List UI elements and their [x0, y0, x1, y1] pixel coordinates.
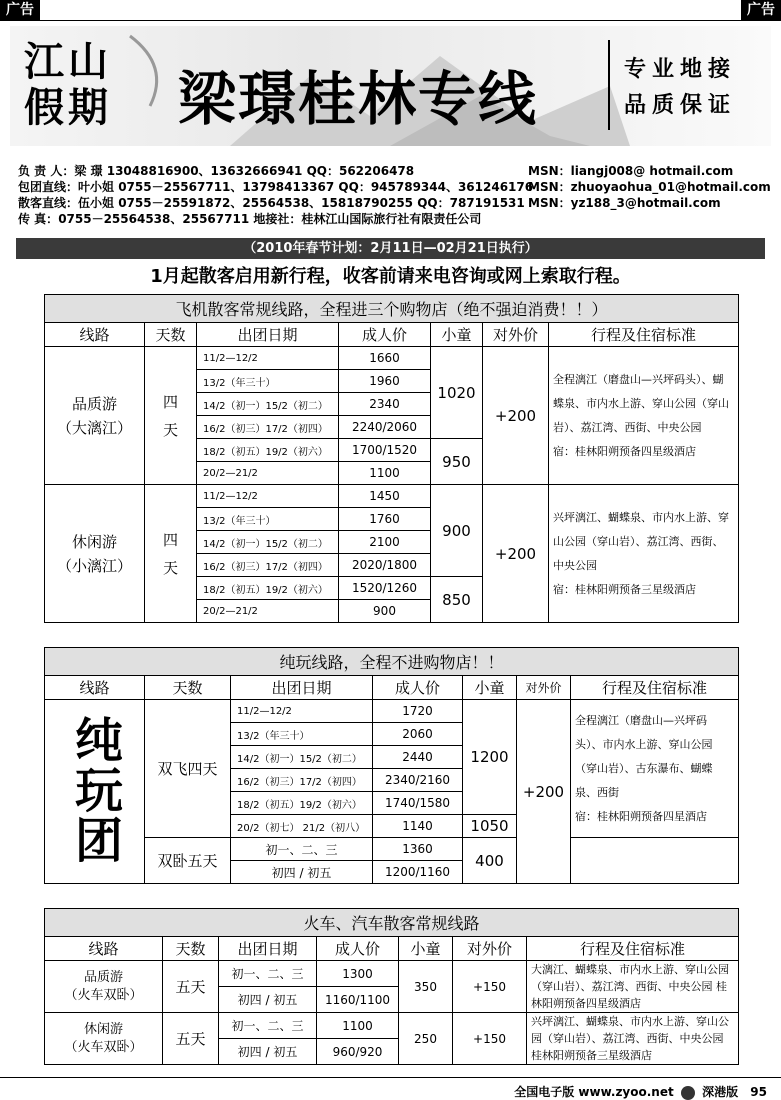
ad-label-right: 广告: [741, 0, 781, 20]
itinerary: 全程漓江（磨盘山—兴坪码头）、蝴蝶泉、市内水上游、穿山公园（穿山岩）、荔江湾、西街、中央公园 宿：桂林阳朔预备四星级酒店: [549, 347, 739, 485]
contact-row: 包团直线：叶小姐 0755－25567711、13798413367 QQ：945789344、361246176: [18, 180, 534, 194]
footer-site[interactable]: 全国电子版 www.zyoo.net: [514, 1085, 674, 1099]
child-price: 1020: [431, 347, 483, 439]
route: 休闲游 （火车双卧）: [45, 1013, 163, 1065]
external-price: +200: [483, 347, 549, 485]
child-price: 900: [431, 485, 483, 577]
external-price: +150: [453, 1013, 527, 1065]
days: 五天: [163, 1013, 219, 1065]
ad-label-left: 广告: [0, 0, 40, 20]
external-price: +200: [517, 700, 571, 884]
route: 品质游 （大漓江）: [45, 347, 145, 485]
slogan-1: 专业地接: [624, 56, 737, 82]
page-title: 梁璟桂林专线: [178, 65, 539, 133]
slogan-2: 品质保证: [624, 92, 737, 118]
plan-banner: （2010年春节计划：2月11日—02月21日执行）: [16, 238, 765, 259]
contact-row: 传 真：0755－25564538、25567711 地接社：桂林江山国际旅行社有限责任公司: [18, 212, 482, 226]
days: 五天: [163, 961, 219, 1013]
external-price: +200: [483, 485, 549, 623]
itinerary: 大漓江、蝴蝶泉、市内水上游、穿山公园（穿山岩）、荔江湾、西街、中央公园 桂林阳朔预备四星级酒店: [527, 961, 739, 1013]
edition-icon: [681, 1086, 695, 1100]
days: 四 天: [145, 485, 197, 623]
external-price: +150: [453, 961, 527, 1013]
page-number: 95: [750, 1085, 767, 1099]
contact-msn[interactable]: MSN：liangj008@ hotmail.com: [528, 164, 734, 178]
date: 11/2—12/2: [197, 347, 339, 370]
contact-row: 散客直线：伍小姐 0755－25591872、25564538、15818790255 QQ：787191531: [18, 196, 525, 210]
pure-table: 纯玩线路，全程不进购物店！！ 线路 天数 出团日期 成人价 小童 对外价 行程及住宿标准 纯玩团 双飞四天 11/2—12/2 1720 1200 +200 全程漓江（磨盘山—兴坪码头）、市内水上游、穿山公园（穿山岩）、古东瀑布、蝴蝶泉、西街 宿：桂林阳朔预备四星酒店 13/2（年三十） 2060 14/2（初一）15/2（初二） 2440 16/2（初三）17/2（初四） 2340/2160 18/2（初五）19/2（初六） 1740/1580 20/2（初七） 21/2（初八） 1140 1050 双卧五天 初一、二、三 1360 400 初四 / 初五 1200/1160: [44, 647, 739, 884]
child-price: 1050: [463, 815, 517, 838]
itinerary: 兴坪漓江、蝴蝶泉、市内水上游、穿山公园（穿山岩）、荔江湾、西街、中央公园 宿：桂林阳朔预备三星级酒店: [549, 485, 739, 623]
route: 纯玩团: [45, 700, 145, 884]
pure-title: 纯玩线路，全程不进购物店！！: [45, 648, 739, 676]
train-table: 火车、汽车散客常规线路 线路 天数 出团日期 成人价 小童 对外价 行程及住宿标准 品质游 （火车双卧） 五天 初一、二、三 1300 350 +150 大漓江、蝴蝶泉、市内水上游、穿山公园（穿山岩）、荔江湾、西街、中央公园 桂林阳朔预备四星级酒店 初四 / 初五 1160/1100 休闲游 （火车双卧） 五天 初一、二、三 1100 250 +150 兴坪漓江、蝴蝶泉、市内水上游、穿山公园（穿山岩）、荔江湾、西街、中央公园 桂林阳朔预备三星级酒店 初四 / 初五 960/920: [44, 908, 739, 1065]
brand-line2: 假期: [24, 84, 112, 131]
days: 四 天: [145, 347, 197, 485]
child-price: 400: [463, 838, 517, 884]
banner: [10, 26, 771, 146]
child-price: 350: [399, 961, 453, 1013]
itinerary: 全程漓江（磨盘山—兴坪码头）、市内水上游、穿山公园（穿山岩）、古东瀑布、蝴蝶泉、西街 宿：桂林阳朔预备四星酒店: [571, 700, 739, 838]
itinerary: 兴坪漓江、蝴蝶泉、市内水上游、穿山公园（穿山岩）、荔江湾、西街、中央公园 桂林阳朔预备三星级酒店: [527, 1013, 739, 1065]
route: 品质游 （火车双卧）: [45, 961, 163, 1013]
child-price: 950: [431, 439, 483, 485]
child-price: 850: [431, 577, 483, 623]
footer-edition: 深港版: [702, 1085, 739, 1099]
notice: 1月起散客启用新行程，收客前请来电咨询或网上索取行程。: [150, 266, 631, 287]
days: 双卧五天: [145, 838, 231, 884]
contact-msn[interactable]: MSN：zhuoyaohua_01@hotmail.com: [528, 180, 771, 194]
contact-row: 负 责 人：梁 璟 13048816900、13632666941 QQ：562206478: [18, 164, 415, 178]
flight-title: 飞机散客常规线路，全程进三个购物店（绝不强迫消费！！）: [45, 295, 739, 323]
brand-line1: 江山: [24, 38, 112, 85]
route: 休闲游 （小漓江）: [45, 485, 145, 623]
contact-msn[interactable]: MSN：yz188_3@hotmail.com: [528, 196, 721, 210]
train-title: 火车、汽车散客常规线路: [45, 909, 739, 937]
adult-price: 1660: [339, 347, 431, 370]
child-price: 1200: [463, 700, 517, 815]
child-price: 250: [399, 1013, 453, 1065]
flight-table: 飞机散客常规线路，全程进三个购物店（绝不强迫消费！！） 线路 天数 出团日期 成人价 小童 对外价 行程及住宿标准 品质游 （大漓江） 四 天 11/2—12/2 1660 1020 +200 全程漓江（磨盘山—兴坪码头）、蝴蝶泉、市内水上游、穿山公园（穿山岩）、荔江湾、西街、中央公园 宿：桂林阳朔预备四星级酒店 13/2（年三十） 1960 14/2（初一）15/2（初二） 2340 16/2（初三）17/2（初四） 2240/2060 18/2（初五）19/2（初六） 1700/1520 950 20/2—21/2 1100 休闲游 （小漓江） 四 天 11/2—12/2 1450 900 +200 兴坪漓江、蝴蝶泉、市内水上游、穿山公园（穿山岩）、荔江湾、西街、中央公园 宿：桂林阳朔预备三星级酒店 13/2（年三十） 1760 14/2（初一）15/2（初二） 2100 16/2（初三）17/2（初四） 2020/1800 18/2（初五）19/2（初六） 1520/1260 850 20/2—21/2 900: [44, 294, 739, 623]
days: 双飞四天: [145, 700, 231, 838]
footer: [514, 1083, 767, 1100]
